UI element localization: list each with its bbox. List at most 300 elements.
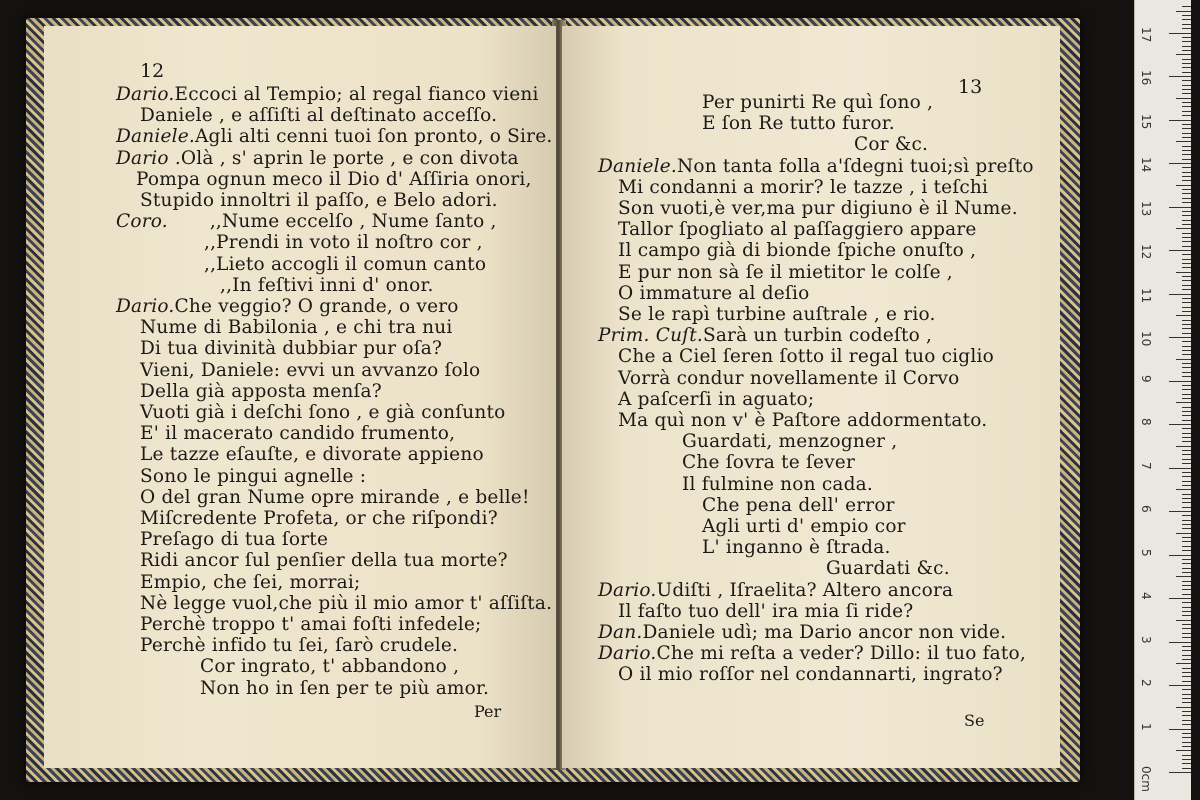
- text-line: [140, 466, 366, 487]
- ruler-tick: [1182, 372, 1191, 373]
- verse-text: Miſcredente Profeta, or che riſpondi?: [140, 508, 498, 529]
- ruler-tick: [1176, 98, 1191, 99]
- ruler-tick: [1169, 468, 1191, 469]
- verse-text: Daniele , e aſſiſti al deſtinato acceſſo.: [140, 105, 498, 127]
- ruler-tick: [1176, 141, 1191, 142]
- verse-text: Daniele udì; ma Dario ancor non vide.: [642, 622, 1007, 643]
- ruler-tick: [1176, 185, 1191, 186]
- text-line: [116, 211, 497, 232]
- verse-text: Della già apposta menſa?: [140, 380, 382, 402]
- verse-text: Agli alti cenni tuoi ſon pronto, o Sire.: [195, 126, 553, 148]
- text-line: [682, 431, 897, 452]
- verse-text: Non tanta folla a'ſdegni tuoi;sì preſto: [677, 155, 1034, 177]
- text-line: [140, 593, 552, 614]
- ruler-tick: [1182, 398, 1191, 399]
- ruler-tick: [1176, 228, 1191, 229]
- ruler-tick: [1182, 307, 1191, 308]
- ruler-label: 2: [1139, 679, 1153, 687]
- ruler-tick: [1176, 402, 1191, 403]
- ruler-tick: [1182, 24, 1191, 25]
- verse-text: O del gran Nume opre mirande , e belle!: [140, 486, 530, 508]
- ruler-tick: [1176, 446, 1191, 447]
- ruler-tick: [1182, 637, 1191, 638]
- ruler-tick: [1182, 350, 1191, 351]
- ruler-tick: [1182, 568, 1191, 569]
- verse-text: Nè legge vuol,che più il mio amor t' aſſiſta.: [140, 592, 553, 614]
- ruler-label: 5: [1139, 548, 1153, 557]
- ruler-label: 13: [1139, 200, 1153, 216]
- ruler-tick: [1182, 180, 1191, 181]
- ruler-tick: [1169, 424, 1191, 425]
- ruler-label: 3: [1139, 635, 1153, 644]
- text-line: [598, 643, 1026, 664]
- text-line: [116, 126, 552, 147]
- ruler-tick: [1182, 198, 1191, 199]
- text-line: [140, 444, 484, 465]
- verse-text: Ridi ancor ſul penſier della tua morte?: [140, 550, 508, 572]
- text-line: [140, 381, 382, 402]
- verse-text: Cor ingrato, t' abbandono ,: [200, 656, 460, 678]
- ruler-tick: [1182, 59, 1191, 60]
- measuring-ruler: [1134, 0, 1191, 800]
- ruler-tick: [1182, 420, 1191, 421]
- ruler-tick: [1182, 298, 1191, 299]
- catchword: Se: [964, 711, 985, 730]
- ruler-tick: [1182, 437, 1191, 438]
- ruler-tick: [1182, 702, 1191, 703]
- ruler-tick: [1182, 106, 1191, 107]
- ruler-tick: [1169, 250, 1191, 251]
- ruler-tick: [1182, 289, 1191, 290]
- ruler-tick: [1182, 80, 1191, 81]
- verse-text: Le tazze eſauſte, e divorate appieno: [140, 444, 484, 466]
- ruler-tick: [1182, 102, 1191, 103]
- text-line: [204, 232, 483, 253]
- text-line: [682, 474, 873, 495]
- ruler-tick: [1182, 133, 1191, 134]
- ruler-tick: [1182, 93, 1191, 94]
- text-line: [618, 240, 976, 261]
- ruler-tick: [1169, 729, 1191, 730]
- ruler-tick: [1182, 472, 1191, 473]
- catchword: Per: [474, 702, 502, 721]
- ruler-label: 6: [1139, 505, 1153, 513]
- ruler-tick: [1182, 720, 1191, 721]
- verse-text: Sono le pingui agnelle :: [140, 465, 367, 487]
- ruler-label: 16: [1139, 70, 1153, 86]
- ruler-tick: [1182, 759, 1191, 760]
- ruler-tick: [1182, 681, 1191, 682]
- text-line: [140, 529, 328, 550]
- verse-text: E pur non sà ſe il mietitor le colſe ,: [618, 261, 953, 283]
- verse-text: ,,In feſtivi inni d' onor.: [220, 274, 434, 296]
- ruler-tick: [1182, 463, 1191, 464]
- ruler-tick: [1169, 381, 1191, 382]
- ruler-tick: [1182, 563, 1191, 564]
- text-line: [702, 495, 895, 516]
- ruler-tick: [1182, 502, 1191, 503]
- ruler-tick: [1169, 207, 1191, 208]
- verse-text: ,,Prendi in voto il noſtro cor ,: [204, 232, 483, 254]
- speaker-name: Dario .: [116, 147, 181, 169]
- text-line: [140, 572, 360, 593]
- speaker-name: Prim. Cuſt.: [598, 325, 703, 347]
- text-line: [140, 360, 480, 381]
- ruler-tick: [1182, 246, 1191, 247]
- verse-text: Mi condanni a morir? le tazze , i teſchi: [618, 176, 989, 198]
- ruler-tick: [1182, 602, 1191, 603]
- verse-text: Empio, che ſei, morrai;: [140, 571, 361, 593]
- verse-text: Ma quì non v' è Paſtore addormentato.: [618, 410, 988, 431]
- verse-text: Tallor ſpogliato al paſſaggiero appare: [618, 219, 977, 241]
- ruler-tick: [1182, 715, 1191, 716]
- ruler-tick: [1182, 159, 1191, 160]
- verse-text: Vuoti già i deſchi ſono , e già conſunto: [140, 402, 506, 423]
- verse-text: Non ho in ſen per te più amor.: [200, 677, 490, 699]
- verse-text: Cor &c.: [854, 134, 929, 156]
- ruler-tick: [1182, 646, 1191, 647]
- ruler-tick: [1182, 124, 1191, 125]
- verse-text: Il faſto tuo dell' ira mia ſi ride?: [618, 600, 914, 622]
- ruler-tick: [1182, 85, 1191, 86]
- verse-text: Vorrà condur novellamente il Corvo: [618, 367, 960, 389]
- ruler-tick: [1182, 689, 1191, 690]
- speaker-name: Daniele.: [598, 155, 677, 177]
- ruler-tick: [1182, 215, 1191, 216]
- ruler-tick: [1182, 128, 1191, 129]
- speaker-name: Dario.: [598, 579, 657, 601]
- ruler-tick: [1176, 54, 1191, 55]
- ruler-tick: [1182, 733, 1191, 734]
- verse-text: Che veggio? O grande, o vero: [174, 296, 459, 317]
- page-number: 13: [958, 76, 983, 98]
- ruler-tick: [1169, 555, 1191, 556]
- ruler-tick: [1182, 676, 1191, 677]
- ruler-tick: [1182, 528, 1191, 529]
- text-line: [702, 92, 933, 113]
- ruler-tick: [1182, 150, 1191, 151]
- ruler-tick: [1182, 172, 1191, 173]
- ruler-tick: [1182, 541, 1191, 542]
- ruler-tick: [1169, 598, 1191, 599]
- verse-text: O il mio roſſor nel condannarti, ingrato?: [618, 664, 1003, 686]
- text-line: [136, 169, 532, 190]
- verse-text: Che a Ciel ſeren ſotto il regal tuo ciglio: [618, 346, 994, 368]
- ruler-tick: [1182, 763, 1191, 764]
- ruler-tick: [1182, 559, 1191, 560]
- ruler-tick: [1182, 233, 1191, 234]
- ruler-tick: [1182, 137, 1191, 138]
- text-line: [140, 338, 442, 359]
- speaker-name: Dario.: [598, 643, 657, 665]
- ruler-tick: [1182, 276, 1191, 277]
- verse-text: Nume di Babilonia , e chi tra nui: [140, 317, 453, 339]
- ruler-tick: [1182, 324, 1191, 325]
- ruler-tick: [1182, 111, 1191, 112]
- ruler-tick: [1182, 498, 1191, 499]
- ruler-tick: [1182, 411, 1191, 412]
- speaker-name: Daniele.: [116, 126, 195, 148]
- ruler-tick: [1182, 441, 1191, 442]
- ruler-tick: [1182, 202, 1191, 203]
- ruler-tick: [1182, 459, 1191, 460]
- verse-text: Pompa ognun meco il Dio d' Aſſiria onori,: [136, 168, 532, 190]
- ruler-tick: [1182, 176, 1191, 177]
- text-line: [618, 346, 994, 367]
- ruler-tick: [1182, 154, 1191, 155]
- ruler-tick: [1182, 607, 1191, 608]
- text-line: [702, 516, 906, 537]
- ruler-tick: [1182, 67, 1191, 68]
- ruler-tick: [1182, 659, 1191, 660]
- verse-text: Per punirti Re quì ſono ,: [702, 92, 934, 113]
- ruler-tick: [1182, 624, 1191, 625]
- ruler-label: 14: [1139, 157, 1153, 173]
- ruler-tick: [1182, 537, 1191, 538]
- verse-text: E' il macerato candido frumento,: [140, 423, 456, 445]
- ruler-tick: [1182, 415, 1191, 416]
- text-line: [618, 368, 960, 389]
- verse-text: Olà , s' aprin le porte , e con divota: [180, 147, 519, 169]
- verse-text: Se le rapì turbine auſtrale , e rio.: [618, 304, 936, 325]
- ruler-tick: [1182, 394, 1191, 395]
- verse-text: Vieni, Daniele: evvi un avvanzo ſolo: [140, 359, 481, 381]
- text-line: [702, 113, 895, 134]
- ruler-tick: [1176, 11, 1191, 12]
- text-line: [618, 283, 809, 304]
- text-line: [220, 275, 434, 296]
- ruler-tick: [1182, 389, 1191, 390]
- ruler-tick: [1182, 481, 1191, 482]
- ruler-tick: [1182, 220, 1191, 221]
- ruler-tick: [1182, 433, 1191, 434]
- verse-text: A paſcerſi in aguato;: [618, 388, 815, 410]
- ruler-tick: [1182, 698, 1191, 699]
- ruler-tick: [1169, 163, 1191, 164]
- ruler-tick: [1169, 33, 1191, 34]
- ruler-tick: [1182, 328, 1191, 329]
- verse-text: Che mi reſta a veder? Dillo: il tuo fato,: [656, 643, 1026, 665]
- text-line: [618, 198, 1018, 219]
- text-line: [140, 105, 497, 126]
- ruler-tick: [1182, 72, 1191, 73]
- ruler-tick: [1182, 267, 1191, 268]
- verse-text: Guardati &c.: [826, 558, 950, 580]
- text-line: [618, 664, 1003, 685]
- text-line: [618, 410, 987, 431]
- ruler-tick: [1176, 576, 1191, 577]
- text-line: [140, 635, 458, 656]
- text-line: [598, 156, 1034, 177]
- ruler-tick: [1182, 302, 1191, 303]
- verse-text: Che ſovra te ſever: [682, 452, 855, 474]
- ruler-label: 12: [1139, 244, 1153, 260]
- ruler-tick: [1182, 485, 1191, 486]
- ruler-tick: [1182, 41, 1191, 42]
- ruler-tick: [1182, 367, 1191, 368]
- verse-text: Che pena dell' error: [702, 494, 895, 516]
- ruler-tick: [1182, 711, 1191, 712]
- ruler-label: 17: [1139, 26, 1153, 42]
- ruler-label: 8: [1139, 418, 1153, 426]
- verse-text: Il fulmine non cada.: [682, 473, 873, 495]
- speaker-name: Dario.: [116, 296, 175, 317]
- ruler-tick: [1176, 707, 1191, 708]
- ruler-tick: [1182, 454, 1191, 455]
- text-line: [140, 190, 498, 211]
- ruler-tick: [1182, 254, 1191, 255]
- text-line: [116, 148, 519, 169]
- verse-text: Stupido innoltri il paſſo, e Belo adori.: [140, 190, 498, 211]
- ruler-tick: [1176, 533, 1191, 534]
- text-line: [682, 452, 855, 473]
- ruler-tick: [1176, 359, 1191, 360]
- ruler-tick: [1169, 76, 1191, 77]
- speaker-name: Dan.: [598, 622, 643, 643]
- text-line: [854, 134, 928, 155]
- ruler-tick: [1182, 407, 1191, 408]
- ruler-tick: [1169, 511, 1191, 512]
- ruler-tick: [1176, 272, 1191, 273]
- text-line: [200, 678, 489, 699]
- ruler-tick: [1176, 750, 1191, 751]
- ruler-tick: [1182, 724, 1191, 725]
- ruler-tick: [1182, 28, 1191, 29]
- text-line: [826, 558, 950, 579]
- speaker-name: Dario.: [116, 84, 175, 105]
- text-line: [618, 219, 977, 240]
- ruler-tick: [1182, 224, 1191, 225]
- ruler-tick: [1182, 167, 1191, 168]
- verse-text: Il campo già di bionde ſpiche onuſto ,: [618, 240, 977, 262]
- ruler-tick: [1182, 550, 1191, 551]
- verse-text: L' inganno è ſtrada.: [702, 537, 891, 559]
- text-line: [140, 402, 505, 423]
- text-line: [140, 423, 455, 444]
- ruler-tick: [1182, 581, 1191, 582]
- ruler-tick: [1182, 37, 1191, 38]
- text-line: [200, 656, 459, 677]
- text-line: [116, 296, 459, 317]
- ruler-tick: [1182, 428, 1191, 429]
- ruler-label: 15: [1139, 113, 1153, 129]
- ruler-tick: [1182, 354, 1191, 355]
- ruler-tick: [1182, 211, 1191, 212]
- ruler-tick: [1182, 346, 1191, 347]
- ruler-tick: [1182, 615, 1191, 616]
- speaker-name: Coro.: [116, 211, 168, 233]
- ruler-tick: [1182, 285, 1191, 286]
- text-line: [702, 537, 891, 558]
- text-line: [140, 614, 481, 635]
- ruler-label: 7: [1139, 461, 1153, 470]
- verse-text: Agli urti d' empio cor: [702, 516, 906, 537]
- ruler-tick: [1182, 737, 1191, 738]
- ruler-tick: [1182, 6, 1191, 7]
- ruler-tick: [1176, 663, 1191, 664]
- ruler-tick: [1182, 450, 1191, 451]
- ruler-tick: [1169, 772, 1191, 773]
- ruler-tick: [1182, 668, 1191, 669]
- ruler-tick: [1182, 628, 1191, 629]
- ruler-tick: [1182, 611, 1191, 612]
- ruler-tick: [1182, 363, 1191, 364]
- verse-text: Perchè troppo t' amai foſti infedele;: [140, 614, 482, 635]
- ruler-tick: [1182, 259, 1191, 260]
- ruler-tick: [1169, 120, 1191, 121]
- text-line: [598, 325, 932, 346]
- ruler-tick: [1182, 50, 1191, 51]
- ruler-tick: [1169, 642, 1191, 643]
- ruler-tick: [1176, 315, 1191, 316]
- ruler-label: 4: [1139, 592, 1153, 600]
- text-line: [618, 262, 953, 283]
- ruler-tick: [1182, 755, 1191, 756]
- ruler-tick: [1182, 311, 1191, 312]
- ruler-tick: [1182, 237, 1191, 238]
- ruler-tick: [1182, 524, 1191, 525]
- text-line: [618, 389, 814, 410]
- ruler-tick: [1182, 672, 1191, 673]
- ruler-tick: [1182, 494, 1191, 495]
- ruler-tick: [1182, 633, 1191, 634]
- ruler-tick: [1182, 89, 1191, 90]
- text-line: [618, 177, 988, 198]
- ruler-tick: [1182, 146, 1191, 147]
- ruler-tick: [1182, 746, 1191, 747]
- ruler-tick: [1182, 694, 1191, 695]
- text-line: [140, 487, 530, 508]
- ruler-tick: [1182, 546, 1191, 547]
- ruler-tick: [1182, 320, 1191, 321]
- ruler-label: 11: [1139, 287, 1153, 303]
- ruler-tick: [1182, 193, 1191, 194]
- text-line: [140, 550, 508, 571]
- ruler-tick: [1182, 115, 1191, 116]
- verse-text: Guardati, menzogner ,: [682, 431, 898, 453]
- ruler-tick: [1169, 337, 1191, 338]
- ruler-tick: [1182, 19, 1191, 20]
- verse-text: E ſon Re tutto furor.: [702, 113, 895, 135]
- verse-text: Preſago di tua ſorte: [140, 529, 329, 551]
- right-page: [562, 26, 1060, 768]
- ruler-label: 1: [1139, 722, 1153, 731]
- ruler-tick: [1182, 768, 1191, 769]
- text-line: [618, 601, 913, 622]
- verse-text: Eccoci al Tempio; al regal fianco vieni: [174, 84, 539, 105]
- ruler-tick: [1182, 515, 1191, 516]
- ruler-tick: [1176, 620, 1191, 621]
- ruler-tick: [1182, 63, 1191, 64]
- text-line: [116, 84, 539, 105]
- page-number: 12: [140, 60, 165, 82]
- ruler-tick: [1182, 280, 1191, 281]
- verse-text: Son vuoti,è ver,ma pur digiuno è il Nume.: [618, 198, 1018, 219]
- ruler-tick: [1182, 585, 1191, 586]
- ruler-label: 10: [1139, 331, 1153, 347]
- ruler-tick: [1169, 294, 1191, 295]
- ruler-tick: [1182, 655, 1191, 656]
- ruler-tick: [1182, 589, 1191, 590]
- ruler-tick: [1182, 650, 1191, 651]
- verse-text: ,,Lieto accogli il comun canto: [204, 253, 487, 275]
- verse-text: O immature al deſio: [618, 282, 810, 304]
- ruler-tick: [1182, 189, 1191, 190]
- ruler-tick: [1182, 507, 1191, 508]
- ruler-tick: [1182, 520, 1191, 521]
- text-line: [140, 508, 498, 529]
- ruler-tick: [1169, 685, 1191, 686]
